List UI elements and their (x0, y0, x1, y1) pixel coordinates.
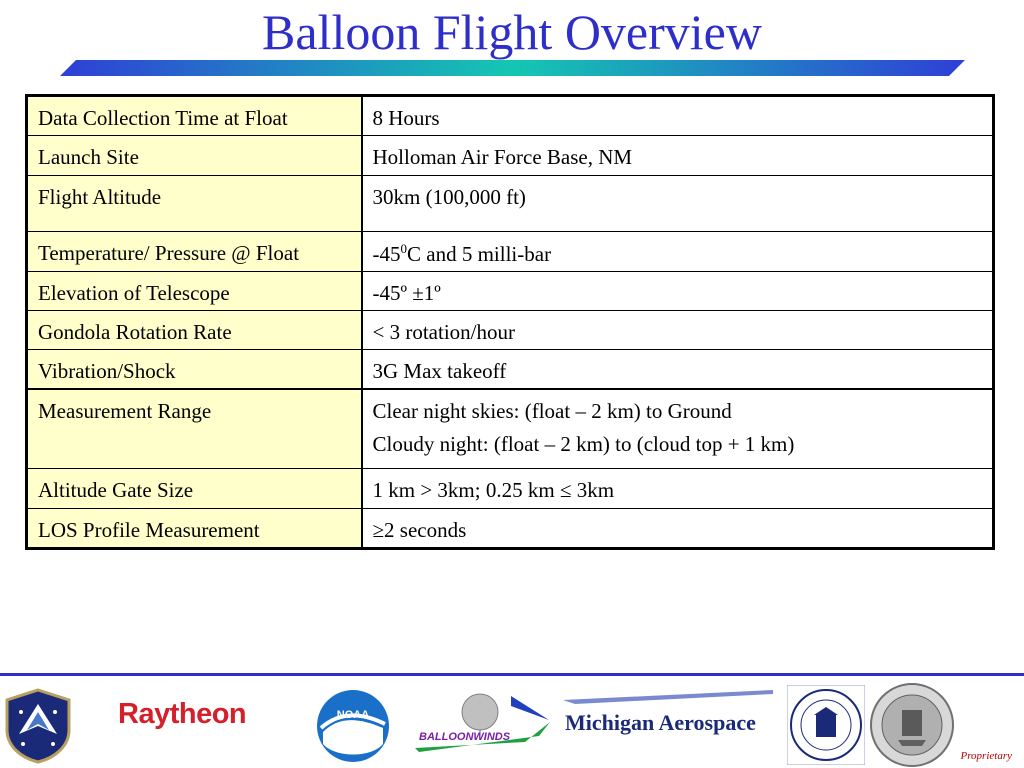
row-value: ≥2 seconds (362, 509, 994, 549)
row-label: Temperature/ Pressure @ Float (27, 232, 362, 272)
row-value (362, 232, 994, 272)
michigan-logo-text: Michigan Aerospace (565, 710, 756, 735)
flight-spec-table (25, 94, 995, 550)
noaa-logo (315, 688, 391, 764)
row-label: LOS Profile Measurement (27, 509, 362, 549)
afrl-logo (3, 688, 73, 764)
row-value: Holloman Air Force Base, NM (362, 136, 994, 176)
row-label: Data Collection Time at Float (27, 96, 362, 136)
row-value: 3G Max takeoff (362, 350, 994, 389)
table-row (27, 311, 994, 350)
title-underline-bar (60, 60, 965, 76)
michigan-aerospace-logo (555, 690, 785, 750)
table-row (27, 350, 994, 389)
table-row (27, 389, 994, 469)
table-row (27, 509, 994, 549)
table-row (27, 136, 994, 176)
slide-title: Balloon Flight Overview (262, 4, 762, 60)
value-line-2: Cloudy night: (float – 2 km) to (cloud top + 1 km) (372, 431, 795, 456)
value-line-1: Clear night skies: (float – 2 km) to Ground (372, 398, 732, 423)
value-prefix: -45 (372, 242, 401, 266)
row-value (362, 389, 994, 469)
table-row (27, 96, 994, 136)
row-value: < 3 rotation/hour (362, 311, 994, 350)
row-label: Altitude Gate Size (27, 469, 362, 509)
row-label: Measurement Range (27, 389, 362, 469)
noaa-logo-text: NOAA (336, 709, 370, 721)
table-row (27, 469, 994, 509)
table-row (27, 232, 994, 272)
row-value: 30km (100,000 ft) (362, 176, 994, 232)
table-row (27, 176, 994, 232)
value-superscript: 0 (400, 241, 407, 256)
row-value: 8 Hours (362, 96, 994, 136)
row-label: Launch Site (27, 136, 362, 176)
row-label: Elevation of Telescope (27, 272, 362, 311)
value-suffix: C and 5 milli-bar (407, 242, 552, 266)
row-label: Flight Altitude (27, 176, 362, 232)
university-of-hawaii-seal-logo (868, 682, 956, 768)
table-row (27, 272, 994, 311)
balloonwinds-logo-text: BALLOONWINDS (419, 731, 511, 743)
footer-divider (0, 673, 1024, 676)
raytheon-logo: Raytheon (118, 698, 247, 730)
balloonwinds-logo (415, 692, 550, 764)
row-value: 1 km > 3km; 0.25 km ≤ 3km (362, 469, 994, 509)
row-value: -45º ±1º (362, 272, 994, 311)
proprietary-label: Proprietary (960, 750, 1012, 762)
row-label: Gondola Rotation Rate (27, 311, 362, 350)
unh-seal-logo (787, 685, 865, 765)
row-label: Vibration/Shock (27, 350, 362, 389)
